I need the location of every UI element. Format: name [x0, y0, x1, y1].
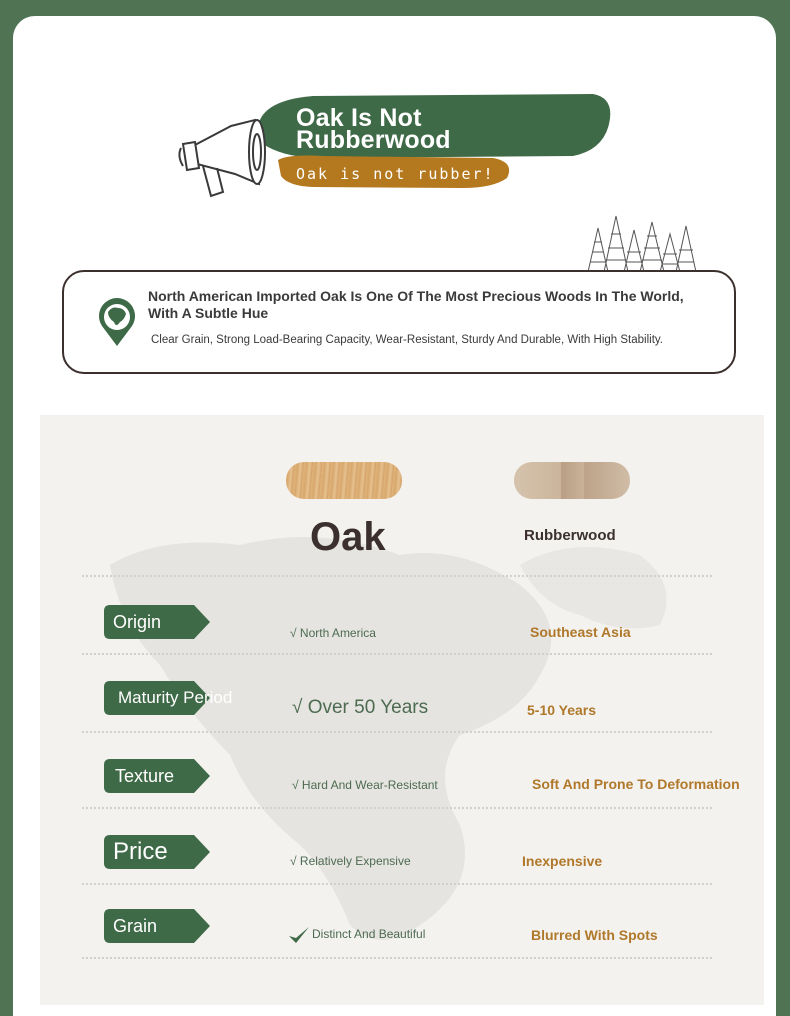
oak-maturity: √ Over 50 Years [292, 697, 429, 718]
label-texture: Texture [115, 766, 175, 786]
info-subline: Clear Grain, Strong Load-Bearing Capacity, Wear-Resistant, Sturdy And Durable, With High Stability. [151, 334, 663, 346]
trees-icon [568, 208, 708, 274]
row-maturity [40, 671, 764, 731]
oak-price: √ Relatively Expensive [290, 854, 411, 868]
location-pin-icon [96, 296, 138, 348]
rubberwood-origin: Southeast Asia [530, 624, 631, 640]
oak-origin: √ North America [290, 626, 376, 640]
label-tag-origin [104, 603, 211, 641]
product-card [13, 16, 776, 1016]
divider [82, 957, 712, 959]
rubberwood-grain: Blurred With Spots [531, 927, 658, 943]
divider [82, 807, 712, 809]
label-tag-maturity [104, 679, 233, 717]
megaphone-icon [179, 120, 265, 196]
oak-texture: √ Hard And Wear-Resistant [292, 778, 438, 792]
title-line-2: Rubberwood [296, 126, 451, 154]
tagline: Oak is not rubber! [296, 165, 495, 183]
oak-heading: Oak [310, 515, 386, 559]
label-tag-price [104, 833, 211, 871]
row-origin [40, 595, 764, 655]
row-price [40, 825, 764, 885]
label-origin: Origin [113, 612, 162, 632]
label-tag-texture [104, 757, 211, 795]
oak-grain-text: Distinct And Beautiful [312, 927, 426, 942]
row-texture [40, 749, 764, 809]
divider [82, 883, 712, 885]
info-box [62, 270, 736, 374]
label-tag-grain [104, 907, 211, 945]
checkmark-icon [288, 925, 310, 945]
comparison-panel [40, 415, 764, 1005]
header-banner [13, 16, 776, 296]
divider [82, 731, 712, 733]
label-maturity: Maturity Period [118, 688, 233, 707]
rubberwood-swatch [514, 462, 630, 499]
info-headline: North American Imported Oak Is One Of The Most Precious Woods In The World, With A Subtle Hue [148, 288, 684, 321]
rubberwood-price: Inexpensive [522, 853, 603, 869]
label-price: Price [113, 838, 168, 865]
oak-grain [288, 925, 425, 945]
divider [82, 653, 712, 655]
divider [82, 575, 712, 577]
rubberwood-maturity: 5-10 Years [527, 702, 597, 718]
label-grain: Grain [113, 916, 158, 936]
rubberwood-texture: Soft And Prone To Deformation [532, 776, 740, 792]
title-line-1: Oak Is Not [296, 104, 422, 132]
oak-swatch [286, 462, 402, 499]
rubberwood-heading: Rubberwood [524, 527, 616, 544]
row-grain [40, 899, 764, 959]
